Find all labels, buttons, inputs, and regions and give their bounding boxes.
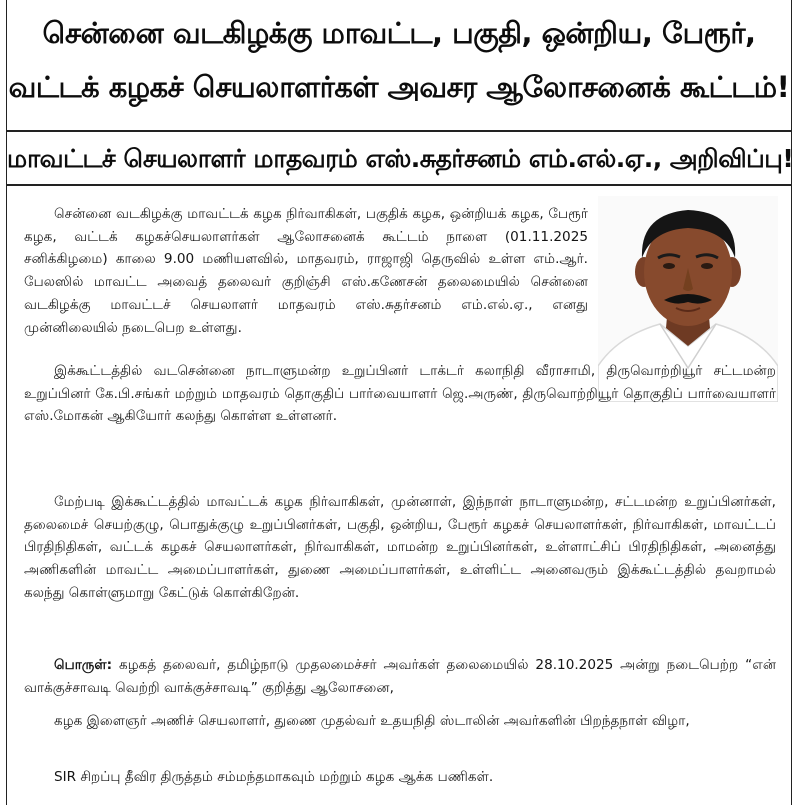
subheadline: மாவட்டச் செயலாளர் மாதவரம் எஸ்.சுதர்சனம் எம்.எல்.ஏ., அறிவிப்பு! [7, 134, 791, 186]
agenda-item-3: SIR சிறப்பு தீவிர திருத்தம் சம்மந்தமாகவும் மற்றும் கழக ஆக்க பணிகள். [54, 769, 494, 785]
agenda-item-2: கழக இளைஞர் அணிச் செயலாளர், துணை முதல்வர் உதயநிதி ஸ்டாலின் அவர்களின் பிறந்தநாள் விழா, [54, 713, 690, 729]
agenda-item-1-text: கழகத் தலைவர், தமிழ்நாடு முதலமைச்சர் அவர்கள் தலைமையில் 28.10.2025 அன்று நடைபெற்ற “என் வாக்குச்சாவடி வெற்றி வாக்குச்சாவடி” குறித்து ஆலோசனை, [24, 657, 776, 696]
agenda-label: பொருள்: [54, 657, 113, 673]
agenda-item-1 [24, 654, 776, 699]
headline-line-1: சென்னை வடகிழக்கு மாவட்ட, பகுதி, ஒன்றிய, பேரூர், [42, 16, 756, 50]
headline-box [7, 6, 791, 132]
intro-paragraph: சென்னை வடகிழக்கு மாவட்டக் கழக நிர்வாகிகள், பகுதிக் கழக, ஒன்றியக் கழக, பேரூர் கழக, வட்டக் கழகச்செயலாளர்கள் ஆலோசனைக் கூட்டம் நாளை (01.11.2025 சனிக்கிழமை) காலை 9.00 மணியளவில், மாதவரம், ராஜாஜி தெருவில் உள்ள எம்.ஆர். பேலஸில் மாவட்ட அவைத் தலைவர் குறிஞ்சி எஸ்.கணேசன் தலைமையில் சென்னை வடகிழக்கு மாவட்டச் செயலாளர் மாதவரம் எஸ்.சுதர்சனம் எம்.எல்.ஏ., எனது முன்னிலையில் நடைபெற உள்ளது. [24, 206, 588, 336]
attendees-paragraph: இக்கூட்டத்தில் வடசென்னை நாடாளுமன்ற உறுப்பினர் டாக்டர் கலாநிதி வீராசாமி, திருவொற்றியூர் சட்டமன்ற உறுப்பினர் கே.பி.சங்கர் மற்றும் மாதவரம் தொகுதிப் பார்வையாளர் ஜெ.அருண், திருவொற்றியூர் தொகுதிப் பார்வையாளர் எஸ்.மோகன் ஆகியோர் கலந்து கொள்ள உள்ளனர். [24, 363, 776, 425]
invitation-paragraph: மேற்படி இக்கூட்டத்தில் மாவட்டக் கழக நிர்வாகிகள், முன்னாள், இந்நாள் நாடாளுமன்ற, சட்டமன்ற உறுப்பினர்கள், தலைமைச் செயற்குழு, பொதுக்குழு உறுப்பினர்கள், பகுதி, ஒன்றிய, பேரூர் கழகச் செயலாளர்கள், நிர்வாகிகள், மாவட்டப் பிரதிநிதிகள், வட்டக் கழகச் செயலாளர்கள், நிர்வாகிகள், மாமன்ற உறுப்பினர்கள், உள்ளாட்சிப் பிரதிநிதிகள், அனைத்து அணிகளின் மாவட்ட அமைப்பாளர்கள், துணை அமைப்பாளர்கள், உள்ளிட்ட அனைவரும் இக்கூட்டத்தில் தவறாமல் கலந்து கொள்ளுமாறு கேட்டுக் கொள்கிறேன். [24, 494, 776, 601]
headline-line-2: வட்டக் கழகச் செயலாளர்கள் அவசர ஆலோசனைக் கூட்டம்! [8, 70, 790, 104]
